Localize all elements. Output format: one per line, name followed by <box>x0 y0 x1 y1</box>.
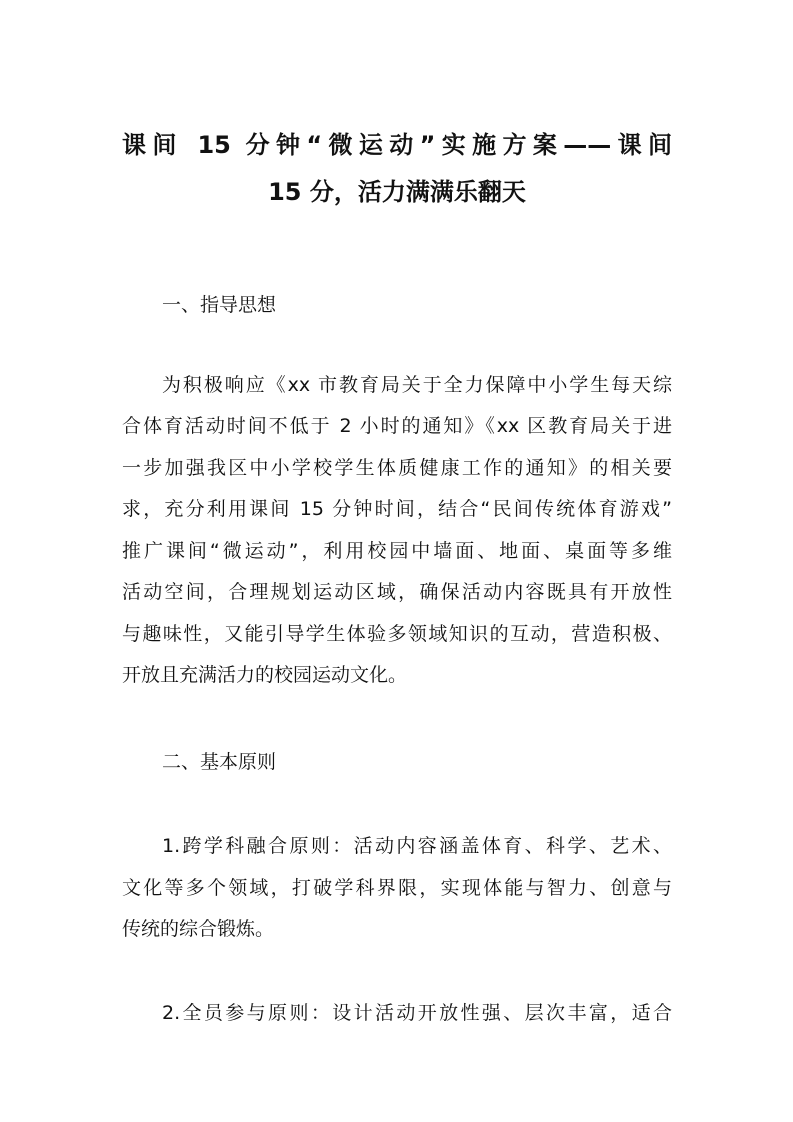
section-heading-basic-principles: 二、基本原则 <box>162 751 277 773</box>
document-title-line-1: 课间 15 分钟“微运动”实施方案——课间 <box>122 131 672 159</box>
paragraph-line: 一步加强我区中小学校学生体质健康工作的通知》的相关要 <box>122 457 672 479</box>
section-heading-guiding-ideology: 一、指导思想 <box>162 294 277 316</box>
paragraph-line: 文化等多个领域，打破学科界限，实现体能与智力、创意与 <box>122 877 672 899</box>
paragraph-line: 活动空间，合理规划运动区域，确保活动内容既具有开放性 <box>122 581 672 603</box>
paragraph-line: 开放且充满活力的校园运动文化。 <box>122 664 408 686</box>
paragraph-line: 与趣味性，又能引导学生体验多领域知识的互动，营造积极、 <box>122 623 672 645</box>
paragraph-line: 合体育活动时间不低于 2 小时的通知》《xx 区教育局关于进 <box>122 415 672 437</box>
paragraph-line: 求，充分利用课间 15 分钟时间，结合“民间传统体育游戏” <box>122 498 672 520</box>
paragraph-line: 传统的综合锻炼。 <box>122 918 275 940</box>
paragraph-line: 1.跨学科融合原则：活动内容涵盖体育、科学、艺术、 <box>162 835 672 857</box>
document-title-line-2: 15 分，活力满满乐翻天 <box>268 178 526 206</box>
paragraph-line: 2.全员参与原则：设计活动开放性强、层次丰富，适合 <box>162 1002 672 1024</box>
paragraph-line: 推广课间“微运动”，利用校园中墙面、地面、桌面等多维 <box>122 540 672 562</box>
paragraph-line: 为积极响应《xx 市教育局关于全力保障中小学生每天综 <box>162 374 672 396</box>
